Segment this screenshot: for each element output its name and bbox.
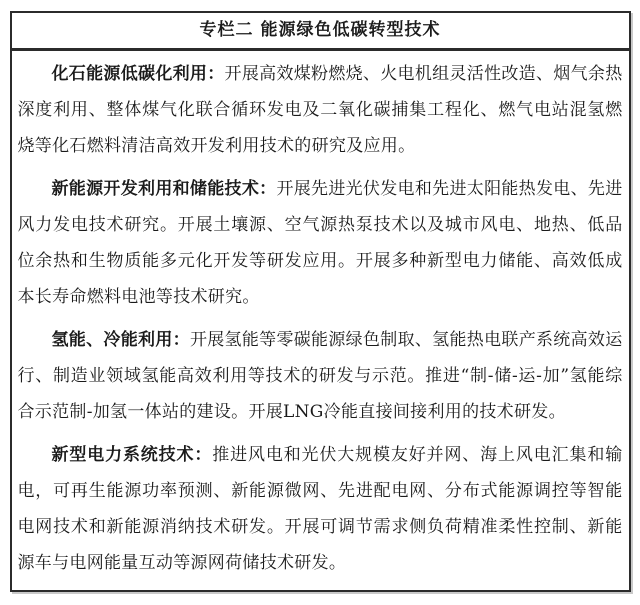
paragraph: [18, 171, 623, 315]
paragraph-text: 开展高效煤粉燃烧、火电机组灵活性改造、烟气余热深度利用、整体煤气化联合循环发电及二氧化碳捕集工程化、燃气电站混氢燃烧等化石燃料清洁高效开发利用技术的研究及应用。: [17, 64, 623, 156]
feature-box-panel: [10, 11, 631, 592]
paragraph-text: 推进风电和光伏大规模友好并网、海上风电汇集和输电，可再生能源功率预测、新能源微网、先进配电网、分布式能源调控等智能电网技术和新能源消纳技术研发。开展可调节需求侧负荷精准柔性控制、新能源车与电网能量互动等源网荷储技术研发。: [17, 445, 623, 573]
panel-title: 专栏二 能源绿色低碳转型技术: [12, 13, 629, 51]
paragraph-heading: 氢能、冷能利用：: [51, 330, 190, 350]
paragraph-heading: 化石能源低碳化利用：: [51, 64, 225, 84]
paragraph-heading: 新能源开发利用和储能技术：: [51, 179, 277, 199]
paragraph: [18, 437, 623, 581]
paragraph: [18, 322, 623, 430]
paragraph-text: 开展先进光伏发电和先进太阳能热发电、先进风力发电技术研究。开展土壤源、空气源热泵技术以及城市风电、地热、低品位余热和生物质能多元化开发等研发应用。开展多种新型电力储能、高效低成本长寿命燃料电池等技术研究。: [17, 179, 623, 307]
paragraph-text: 开展氢能等零碳能源绿色制取、氢能热电联产系统高效运行、制造业领域氢能高效利用等技术的研发与示范。推进“制-储-运-加”氢能综合示范制-加氢一体站的建设。开展LNG冷能直接间接利用的技术研发。: [17, 330, 623, 422]
paragraph-heading: 新型电力系统技术：: [51, 445, 213, 465]
panel-body: [12, 51, 629, 590]
paragraph: [18, 56, 623, 164]
